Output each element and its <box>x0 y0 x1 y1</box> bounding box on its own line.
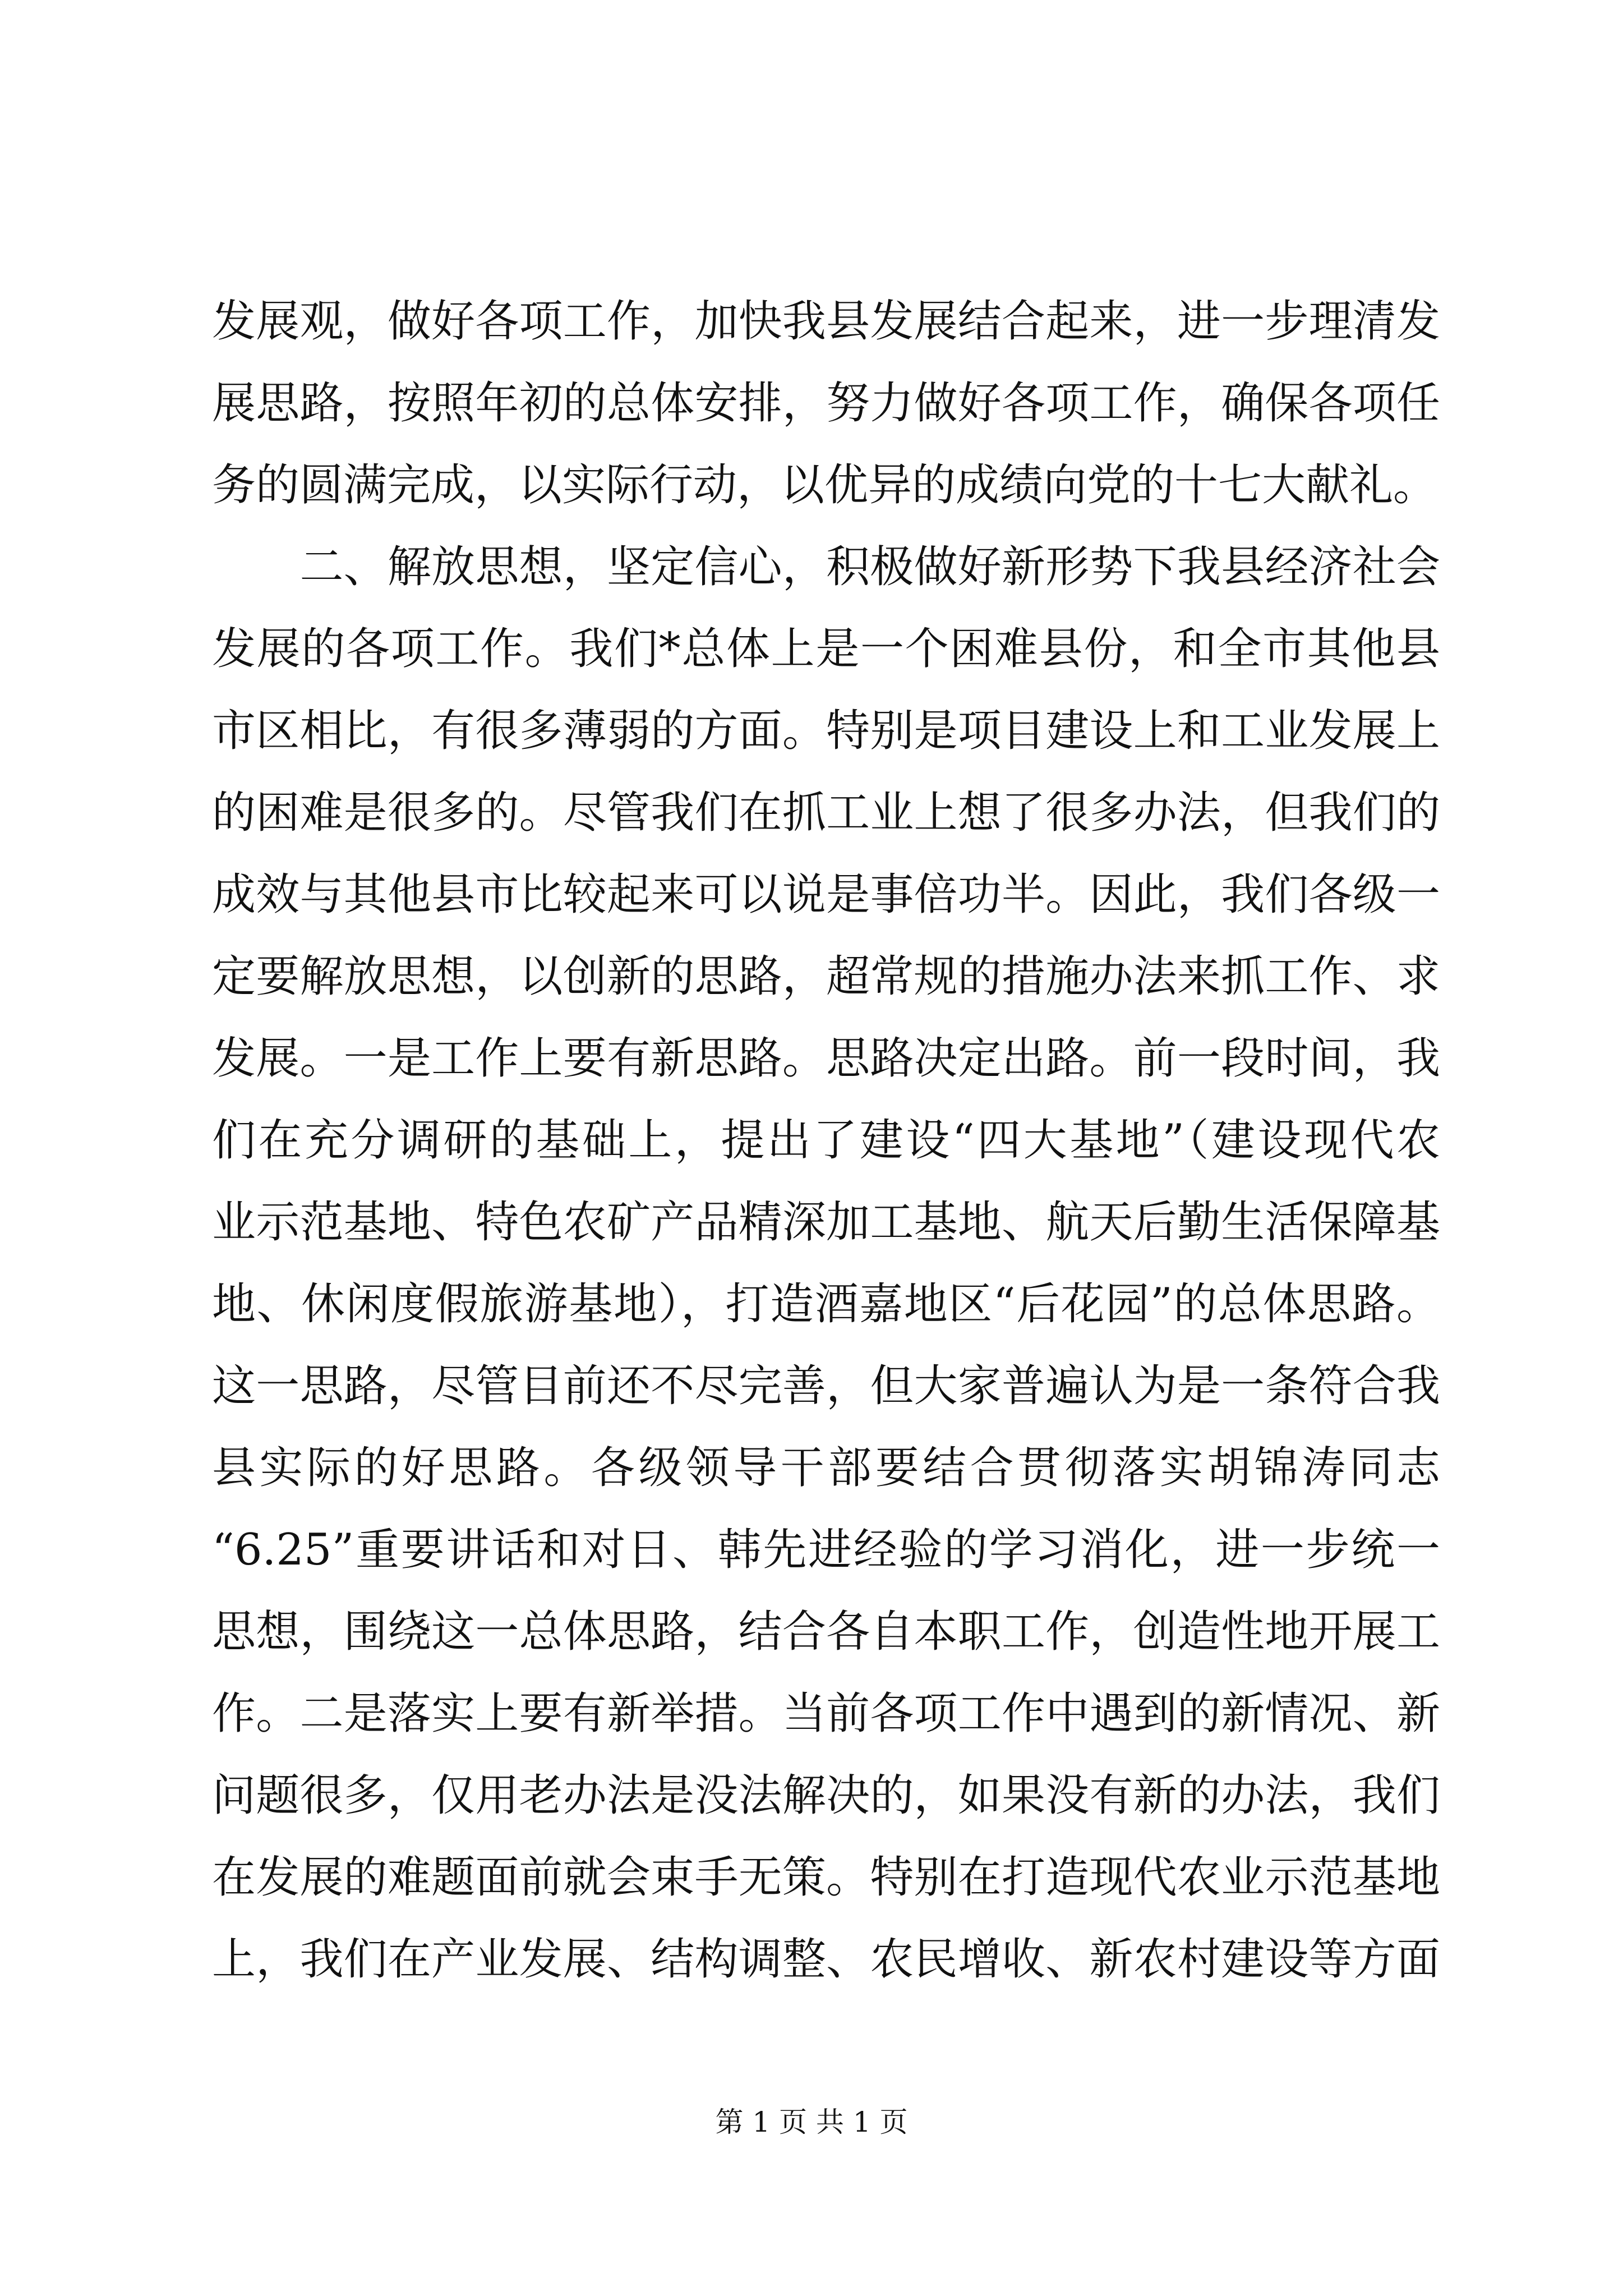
text-line: 市区相比，有很多薄弱的方面。特别是项目建设上和工业发展上 <box>212 706 1440 756</box>
text-line: 在发展的难题面前就会束手无策。特别在打造现代农业示范基地 <box>212 1852 1440 1903</box>
text-line: 发展观，做好各项工作，加快我县发展结合起来，进一步理清发 <box>212 296 1440 347</box>
text-line: 县实际的好思路。各级领导干部要结合贯彻落实胡锦涛同志 <box>212 1443 1440 1493</box>
text-line: 作。二是落实上要有新举措。当前各项工作中遇到的新情况、新 <box>212 1688 1440 1739</box>
text-line: 这一思路，尽管目前还不尽完善，但大家普遍认为是一条符合我 <box>212 1361 1440 1411</box>
text-line: 二、解放思想，坚定信心，积极做好新形势下我县经济社会 <box>212 542 1440 592</box>
text-line: 发展。一是工作上要有新思路。思路决定出路。前一段时间，我 <box>212 1033 1440 1084</box>
text-line: 问题很多，仅用老办法是没法解决的，如果没有新的办法，我们 <box>212 1770 1440 1821</box>
text-line: “6.25”重要讲话和对日、韩先进经验的学习消化，进一步统一 <box>212 1525 1440 1575</box>
text-line: 发展的各项工作。我们*总体上是一个困难县份，和全市其他县 <box>212 624 1440 674</box>
text-line: 展思路，按照年初的总体安排，努力做好各项工作，确保各项任 <box>212 378 1440 429</box>
page-number-label: 第 1 页 共 1 页 <box>715 2106 908 2138</box>
page-footer <box>0 2102 1623 2142</box>
body-text <box>212 280 1440 2000</box>
text-line: 上，我们在产业发展、结构调整、农民增收、新农村建设等方面 <box>212 1934 1440 1985</box>
text-line: 业示范基地、特色农矿产品精深加工基地、航天后勤生活保障基 <box>212 1197 1440 1248</box>
text-line: 务的圆满完成，以实际行动，以优异的成绩向党的十七大献礼。 <box>212 460 1437 510</box>
text-line: 地、休闲度假旅游基地），打造酒嘉地区“后花园”的总体思路。 <box>212 1279 1440 1329</box>
text-line: 们在充分调研的基础上，提出了建设“四大基地”（建设现代农 <box>212 1115 1440 1166</box>
text-line: 定要解放思想，以创新的思路，超常规的措施办法来抓工作、求 <box>212 951 1440 1002</box>
text-line: 的困难是很多的。尽管我们在抓工业上想了很多办法，但我们的 <box>212 788 1440 838</box>
text-line: 思想，围绕这一总体思路，结合各自本职工作，创造性地开展工 <box>212 1607 1440 1657</box>
text-line: 成效与其他县市比较起来可以说是事倍功半。因此，我们各级一 <box>212 869 1440 920</box>
